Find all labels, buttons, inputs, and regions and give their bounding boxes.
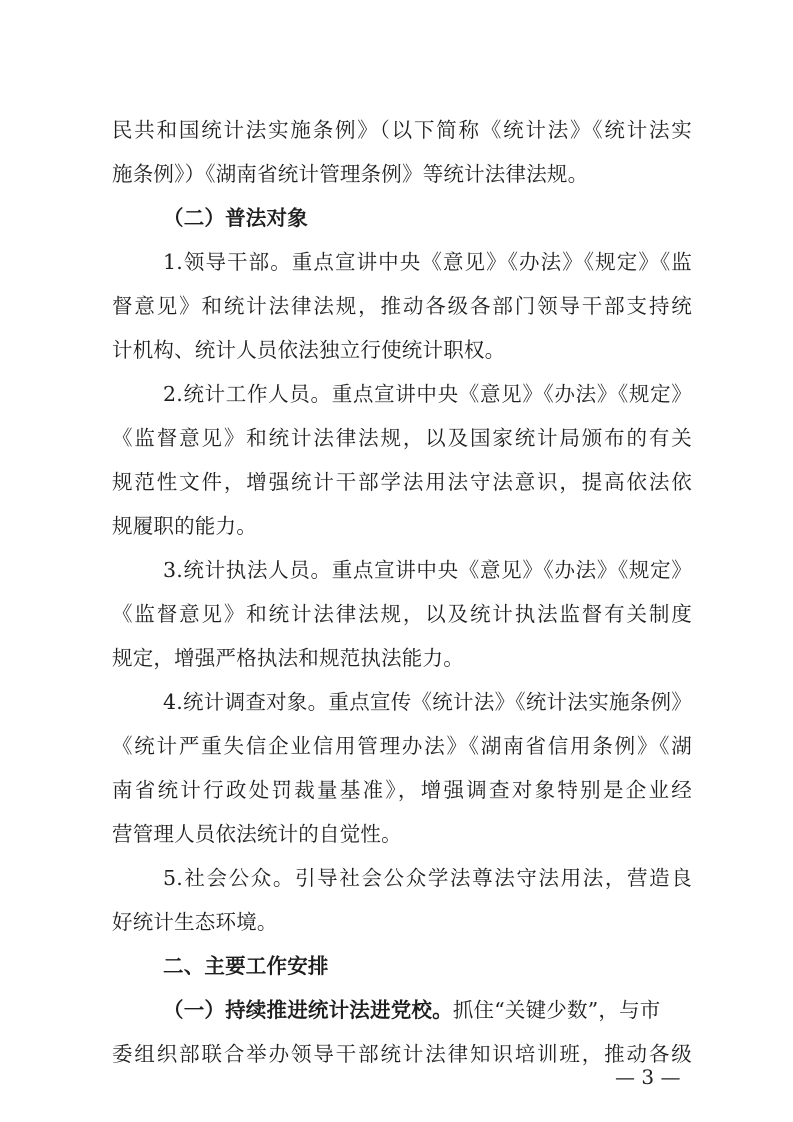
paragraph-party-school-line: 委组织部联合举办领导干部统计法律知识培训班，推动各级: [112, 1042, 692, 1066]
subheading-party-school: （一）持续推进统计法进党校。: [163, 998, 453, 1022]
paragraph-survey-subjects-line: 营管理人员依法统计的自觉性。: [112, 822, 402, 846]
paragraph-law-enforcers-line: 《监督意见》和统计法律法规，以及统计执法监督有关制度: [112, 602, 692, 626]
paragraph-law-enforcers-line: 3.统计执法人员。重点宣讲中央《意见》《办法》《规定》: [163, 558, 692, 582]
paragraph-statistics-staff-line: 规范性文件，增强统计干部学法用法守法意识，提高依法依: [112, 470, 692, 494]
paragraph-statistics-staff-line: 规履职的能力。: [112, 514, 257, 538]
paragraph-party-school-line: [163, 988, 692, 1032]
paragraph-leaders-line: 1.领导干部。重点宣讲中央《意见》《办法》《规定》《监: [163, 250, 692, 274]
paragraph-law-enforcers-line: 规定，增强严格执法和规范执法能力。: [112, 646, 464, 670]
paragraph-leaders-line: 督意见》和统计法律法规，推动各级各部门领导干部支持统: [112, 294, 692, 318]
paragraph-leaders-line: 计机构、统计人员依法独立行使统计职权。: [112, 338, 506, 362]
paragraph-public-line: 5.社会公众。引导社会公众学法尊法守法用法，营造良: [163, 866, 692, 890]
paragraph-survey-subjects-line: 4.统计调查对象。重点宣传《统计法》《统计法实施条例》: [163, 690, 692, 714]
body-text-line: 民共和国统计法实施条例》（以下简称《统计法》《统计法实: [112, 118, 692, 142]
paragraph-survey-subjects-line: 《统计严重失信企业信用管理办法》《湖南省信用条例》《湖: [112, 734, 692, 758]
section-heading-main-work: 二、主要工作安排: [163, 954, 329, 978]
paragraph-statistics-staff-line: 2.统计工作人员。重点宣讲中央《意见》《办法》《规定》: [163, 382, 692, 406]
page-number: — 3 —: [615, 1065, 681, 1089]
paragraph-statistics-staff-line: 《监督意见》和统计法律法规，以及国家统计局颁布的有关: [112, 426, 692, 450]
paragraph-public-line: 好统计生态环境。: [112, 910, 278, 934]
paragraph-party-school-text: 抓住“关键少数”，与市: [452, 998, 661, 1022]
paragraph-survey-subjects-line: 南省统计行政处罚裁量基准》，增强调查对象特别是企业经: [112, 778, 692, 802]
body-text-line: 施条例》）《湖南省统计管理条例》等统计法律法规。: [112, 162, 589, 186]
section-heading-law-targets: （二）普法对象: [163, 206, 308, 230]
